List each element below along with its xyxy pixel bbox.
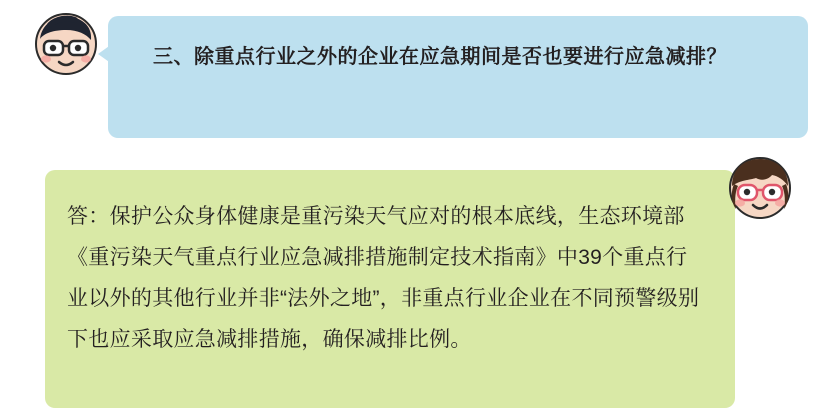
- girl-avatar-icon: [728, 156, 792, 220]
- question-text: 三、除重点行业之外的企业在应急期间是否也要进行应急减排？: [153, 46, 727, 68]
- boy-avatar-icon: [34, 12, 98, 76]
- answer-text: 答：保护公众身体健康是重污染天气应对的根本底线，生态环境部《重污染天气重点行业应急减排措施制定技术指南》中39个重点行业以外的其他行业并非“法外之地”，非重点行业企业在不同预警级别下也应采取应急减排措施，确保减排比例。: [67, 205, 700, 351]
- question-block: [0, 8, 827, 143]
- answer-bubble: [45, 170, 735, 408]
- answer-block: [0, 152, 827, 410]
- question-bubble: [108, 16, 808, 138]
